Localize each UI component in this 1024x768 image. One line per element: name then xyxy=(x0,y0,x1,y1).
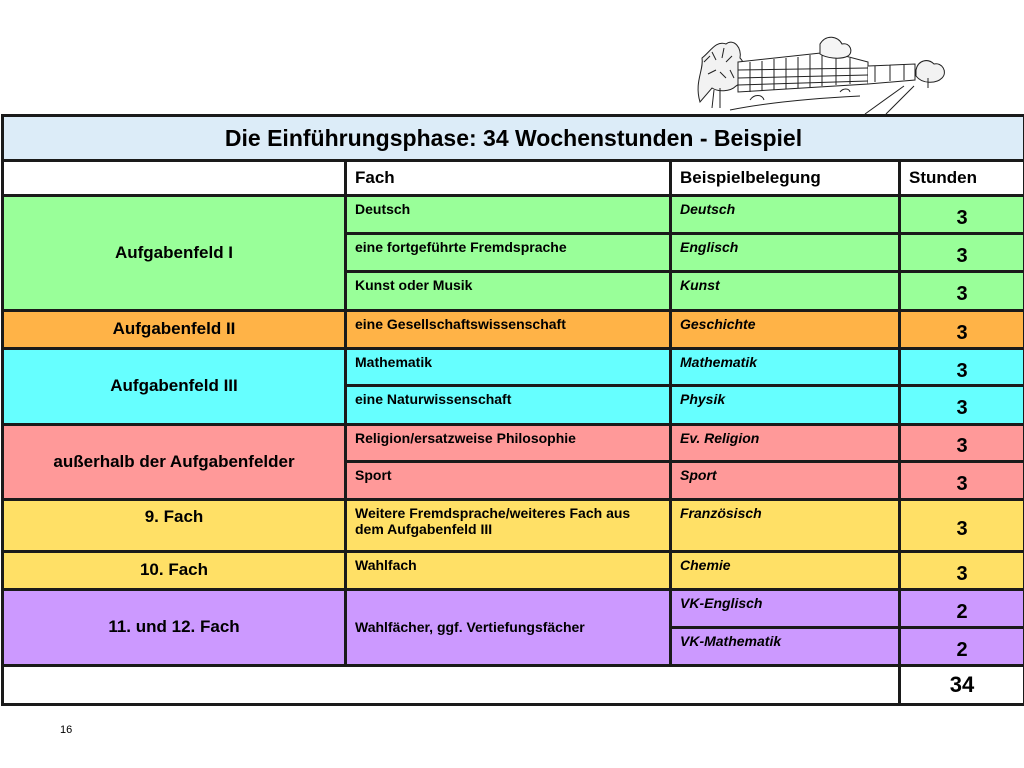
beispiel-cell: Englisch xyxy=(671,233,900,271)
stunden-cell: 3 xyxy=(900,195,1024,233)
fach-cell: Wahlfach xyxy=(346,551,671,589)
group-fach-9: 9. Fach xyxy=(3,500,346,551)
school-building-sketch-icon xyxy=(690,22,955,114)
stunden-cell: 3 xyxy=(900,551,1024,589)
header-row xyxy=(3,161,1024,195)
group-ausserhalb: außerhalb der Aufgabenfelder xyxy=(3,424,346,500)
beispiel-cell: Deutsch xyxy=(671,195,900,233)
stunden-cell: 3 xyxy=(900,272,1024,310)
beispiel-cell: Mathematik xyxy=(671,348,900,385)
header-fach: Fach xyxy=(346,161,671,195)
fach-cell: Sport xyxy=(346,461,671,499)
header-stunden: Stunden xyxy=(900,161,1024,195)
table-row xyxy=(3,500,1024,551)
fach-cell: eine Naturwissenschaft xyxy=(346,386,671,424)
stunden-cell: 2 xyxy=(900,589,1024,627)
total-spacer xyxy=(3,665,900,704)
fach-cell: Religion/ersatzweise Philosophie xyxy=(346,424,671,461)
header-beispielbelegung: Beispielbelegung xyxy=(671,161,900,195)
stunden-cell: 3 xyxy=(900,461,1024,499)
beispiel-cell: Sport xyxy=(671,461,900,499)
fach-cell: eine fortgeführte Fremdsprache xyxy=(346,233,671,271)
page-number: 16 xyxy=(60,724,73,736)
header-group xyxy=(3,161,346,195)
fach-cell: Mathematik xyxy=(346,348,671,385)
fach-cell: Kunst oder Musik xyxy=(346,272,671,310)
beispiel-cell: VK-Mathematik xyxy=(671,628,900,665)
table-row xyxy=(3,551,1024,589)
stunden-cell: 3 xyxy=(900,233,1024,271)
beispiel-cell: Französisch xyxy=(671,500,900,551)
total-row xyxy=(3,665,1024,704)
stunden-cell: 2 xyxy=(900,628,1024,665)
stunden-cell: 3 xyxy=(900,348,1024,385)
group-aufgabenfeld-3: Aufgabenfeld III xyxy=(3,348,346,424)
fach-cell: Wahlfächer, ggf. Vertiefungsfächer xyxy=(346,589,671,665)
table-row xyxy=(3,589,1024,627)
group-fach-10: 10. Fach xyxy=(3,551,346,589)
total-stunden: 34 xyxy=(900,665,1024,704)
course-table xyxy=(1,114,1024,706)
table-row xyxy=(3,195,1024,233)
table-row xyxy=(3,310,1024,348)
beispiel-cell: Ev. Religion xyxy=(671,424,900,461)
stunden-cell: 3 xyxy=(900,500,1024,551)
group-fach-11-12: 11. und 12. Fach xyxy=(3,589,346,665)
beispiel-cell: Kunst xyxy=(671,272,900,310)
stunden-cell: 3 xyxy=(900,386,1024,424)
table-row xyxy=(3,348,1024,385)
stunden-cell: 3 xyxy=(900,424,1024,461)
stunden-cell: 3 xyxy=(900,310,1024,348)
beispiel-cell: Physik xyxy=(671,386,900,424)
table-title: Die Einführungsphase: 34 Wochenstunden - Beispiel xyxy=(3,116,1024,161)
fach-cell: Weitere Fremdsprache/weiteres Fach aus dem Aufgabenfeld III xyxy=(346,500,671,551)
beispiel-cell: Geschichte xyxy=(671,310,900,348)
beispiel-cell: VK-Englisch xyxy=(671,589,900,627)
group-aufgabenfeld-1: Aufgabenfeld I xyxy=(3,195,346,310)
table-row xyxy=(3,424,1024,461)
group-aufgabenfeld-2: Aufgabenfeld II xyxy=(3,310,346,348)
fach-cell: eine Gesellschaftswissenschaft xyxy=(346,310,671,348)
beispiel-cell: Chemie xyxy=(671,551,900,589)
fach-cell: Deutsch xyxy=(346,195,671,233)
